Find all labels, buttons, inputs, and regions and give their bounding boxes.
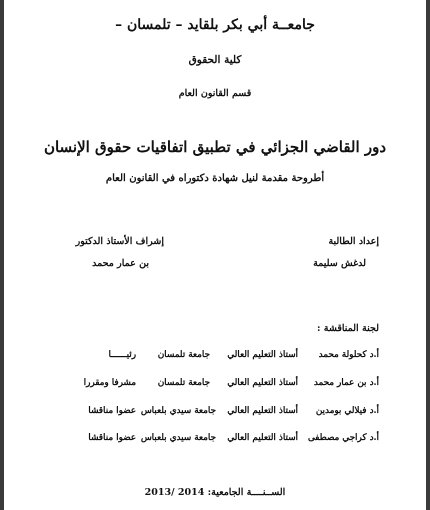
thesis-subtitle: أطروحة مقدمة لنيل شهادة دكتوراه في القانون العام (105, 173, 325, 184)
member-name: أ.د كحلولة محمد (318, 350, 379, 360)
academic-year-value: 2013/ 2014 (144, 487, 205, 498)
member-role: عضوا مناقشا (88, 433, 136, 443)
member-institution: جامعة تلمسان (157, 378, 210, 388)
department-name: قسم القانون العام (178, 88, 252, 99)
supervisor-name: بن عمار محمد (92, 258, 149, 269)
member-rank: أستاذ التعليم العالي (227, 406, 298, 416)
supervisor-label: إشراف الأستاذ الدكتور (75, 236, 164, 247)
member-role: مشرفا ومقررا (83, 378, 136, 388)
member-role: عضوا مناقشا (88, 406, 136, 416)
member-name: أ.د كراجي مصطفى (307, 433, 379, 443)
student-label: إعداد الطالبة (328, 236, 379, 247)
student-name: لدغش سليمة (313, 258, 366, 269)
academic-year-label: الســنــــة الجامعية: (207, 487, 286, 498)
thesis-title: دور القاضي الجزائي في تطبيق اتفاقيات حقوق الإنسان (43, 138, 387, 156)
member-institution: جامعة تلمسان (157, 350, 210, 360)
member-institution: جامعة سيدي بلعباس (140, 406, 216, 416)
member-name: أ.د بن عمار محمد (313, 378, 379, 388)
member-institution: جامعة سيدي بلعباس (140, 433, 216, 443)
academic-year (4, 488, 426, 498)
member-rank: أستاذ التعليم العالي (227, 433, 298, 443)
faculty-name: كلية الحقوق (188, 54, 242, 66)
document-page (4, 0, 426, 510)
committee-label: لجنة المناقشة : (316, 323, 379, 334)
member-rank: أستاذ التعليم العالي (227, 350, 298, 360)
university-name: جامعــة أبي بكر بلقايد – تلمسان – (115, 17, 315, 33)
member-role: رئيــــــا (108, 350, 136, 360)
member-name: أ.د فيلالي بومدين (315, 406, 379, 416)
member-rank: أستاذ التعليم العالي (227, 378, 298, 388)
